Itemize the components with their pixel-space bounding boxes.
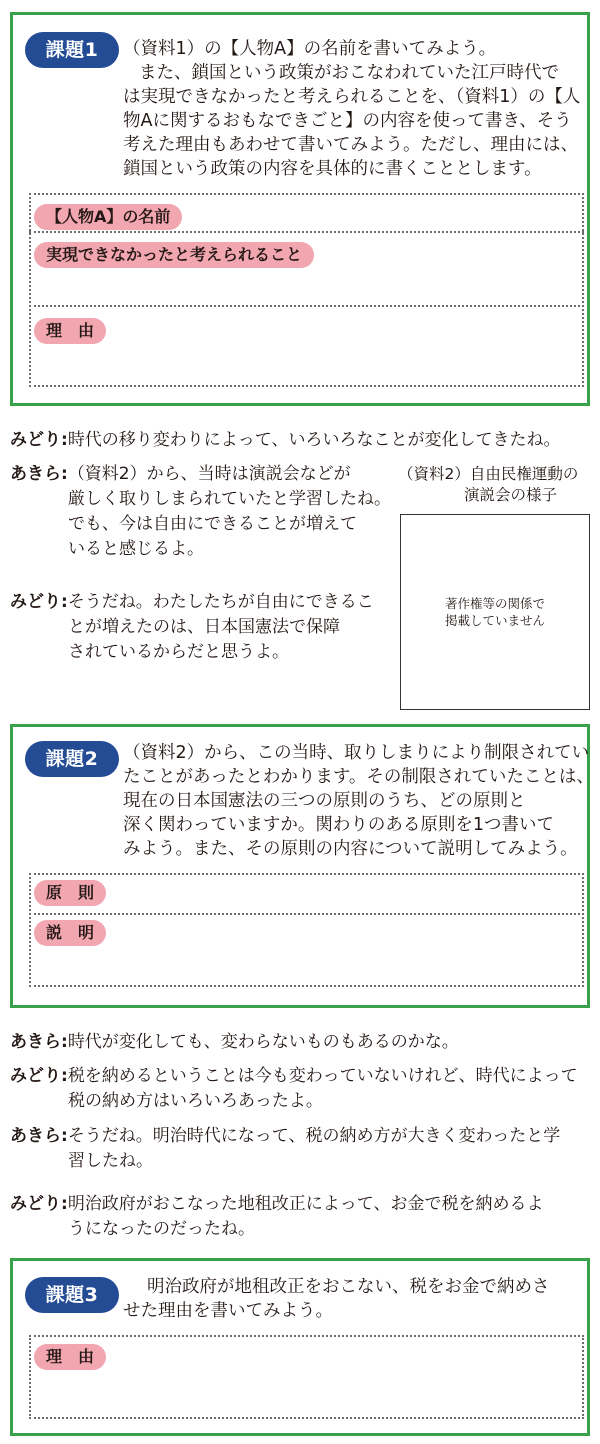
speaker-akira: あきら:	[10, 1126, 68, 1146]
dialogue2-line-3b: 習したね。	[68, 1151, 153, 1171]
dialogue1-line-3c: されているからだと思うよ。	[68, 642, 289, 662]
task3-line-2: せた理由を書いてみよう。	[123, 1301, 333, 1321]
task2-divider	[29, 913, 584, 915]
task1-label-name: 【人物A】の名前	[34, 204, 182, 230]
task3-badge: 課題3	[25, 1277, 119, 1313]
placeholder-text-1: 著作権等の関係で	[444, 596, 545, 611]
task3-answer-area[interactable]	[29, 1335, 584, 1419]
task1-divider-2	[29, 305, 584, 307]
task2-answer-area[interactable]	[29, 873, 584, 987]
task2-label-principle: 原 則	[34, 880, 106, 906]
dialogue1-line-3: みどり:そうだね。わたしたちが自由にできるこ	[10, 592, 374, 612]
dialogue1-line-2d: いると感じるよ。	[68, 539, 204, 559]
task2-label-explanation: 説 明	[34, 920, 106, 946]
material2-caption-2: 演説会の様子	[464, 486, 558, 504]
dialogue2-line-1: あきら:時代が変化しても、変わらないものもあるのかな。	[10, 1032, 459, 1052]
task1-line-1: （資料1）の【人物A】の名前を書いてみよう。	[123, 39, 497, 59]
speaker-midori: みどり:	[10, 1194, 68, 1214]
dialogue2-line-2b: 税の納め方はいろいろあったよ。	[68, 1091, 323, 1111]
task2-line-3: 現在の日本国憲法の三つの原則のうち、どの原則と	[123, 791, 526, 811]
dialogue1-line-3b: とが増えたのは、日本国憲法で保障	[68, 617, 340, 637]
dialogue1-line-1: みどり:時代の移り変わりによって、いろいろなことが変化してきたね。	[10, 430, 561, 450]
task1-line-3: は実現できなかったと考えられることを、（資料1）の【人	[123, 87, 581, 107]
task3-label-reason: 理 由	[34, 1344, 106, 1370]
speaker-akira: あきら:	[10, 464, 68, 484]
task1-divider-1	[29, 231, 584, 233]
task3-line-1: 明治政府が地租改正をおこない、税をお金で納めさ	[147, 1277, 550, 1297]
task1-line-4: 物Aに関するおもなできごと】の内容を使って書き、そう	[123, 111, 572, 131]
task2-line-5: みよう。また、その原則の内容について説明してみよう。	[123, 839, 578, 859]
task2-badge: 課題2	[25, 741, 119, 777]
task1-label-reason: 理 由	[34, 318, 106, 344]
dialogue1-line-2: あきら:（資料2）から、当時は演説会などが	[10, 464, 351, 484]
speaker-midori: みどり:	[10, 430, 68, 450]
task1-label-unrealized: 実現できなかったと考えられること	[34, 242, 314, 268]
task1-line-6: 鎖国という政策の内容を具体的に書くこととします。	[123, 159, 542, 179]
dialogue2-line-4b: うになったのだったね。	[68, 1219, 255, 1239]
speaker-midori: みどり:	[10, 592, 68, 612]
task1-line-5: 考えた理由もあわせて書いてみよう。ただし、理由には、	[123, 135, 578, 155]
task2-line-4: 深く関わっていますか。関わりのある原則を1つ書いて	[123, 815, 554, 835]
task1-line-2: また、鎖国という政策がおこなわれていた江戸時代で	[139, 63, 559, 83]
task1-badge: 課題1	[25, 32, 119, 68]
placeholder-text-2: 掲載していません	[444, 613, 545, 628]
speaker-akira: あきら:	[10, 1032, 68, 1052]
task2-line-1: （資料2）から、この当時、取りしまりにより制限されてい	[123, 743, 590, 763]
material2-caption-1: （資料2）自由民権運動の	[398, 465, 579, 483]
dialogue2-line-4: みどり:明治政府がおこなった地租改正によって、お金で税を納めるよ	[10, 1194, 544, 1214]
dialogue2-line-2: みどり:税を納めるということは今も変わっていないけれど、時代によって	[10, 1066, 578, 1086]
material2-image-placeholder	[400, 514, 590, 710]
dialogue1-line-2b: 厳しく取りしまられていたと学習したね。	[68, 489, 391, 509]
task2-box	[10, 724, 594, 1008]
dialogue2-line-3: あきら:そうだね。明治時代になって、税の納め方が大きく変わったと学	[10, 1126, 561, 1146]
dialogue1-line-2c: でも、今は自由にできることが増えて	[68, 514, 357, 534]
speaker-midori: みどり:	[10, 1066, 68, 1086]
task2-line-2: たことがあったとわかります。その制限されていたことは、	[123, 767, 594, 787]
